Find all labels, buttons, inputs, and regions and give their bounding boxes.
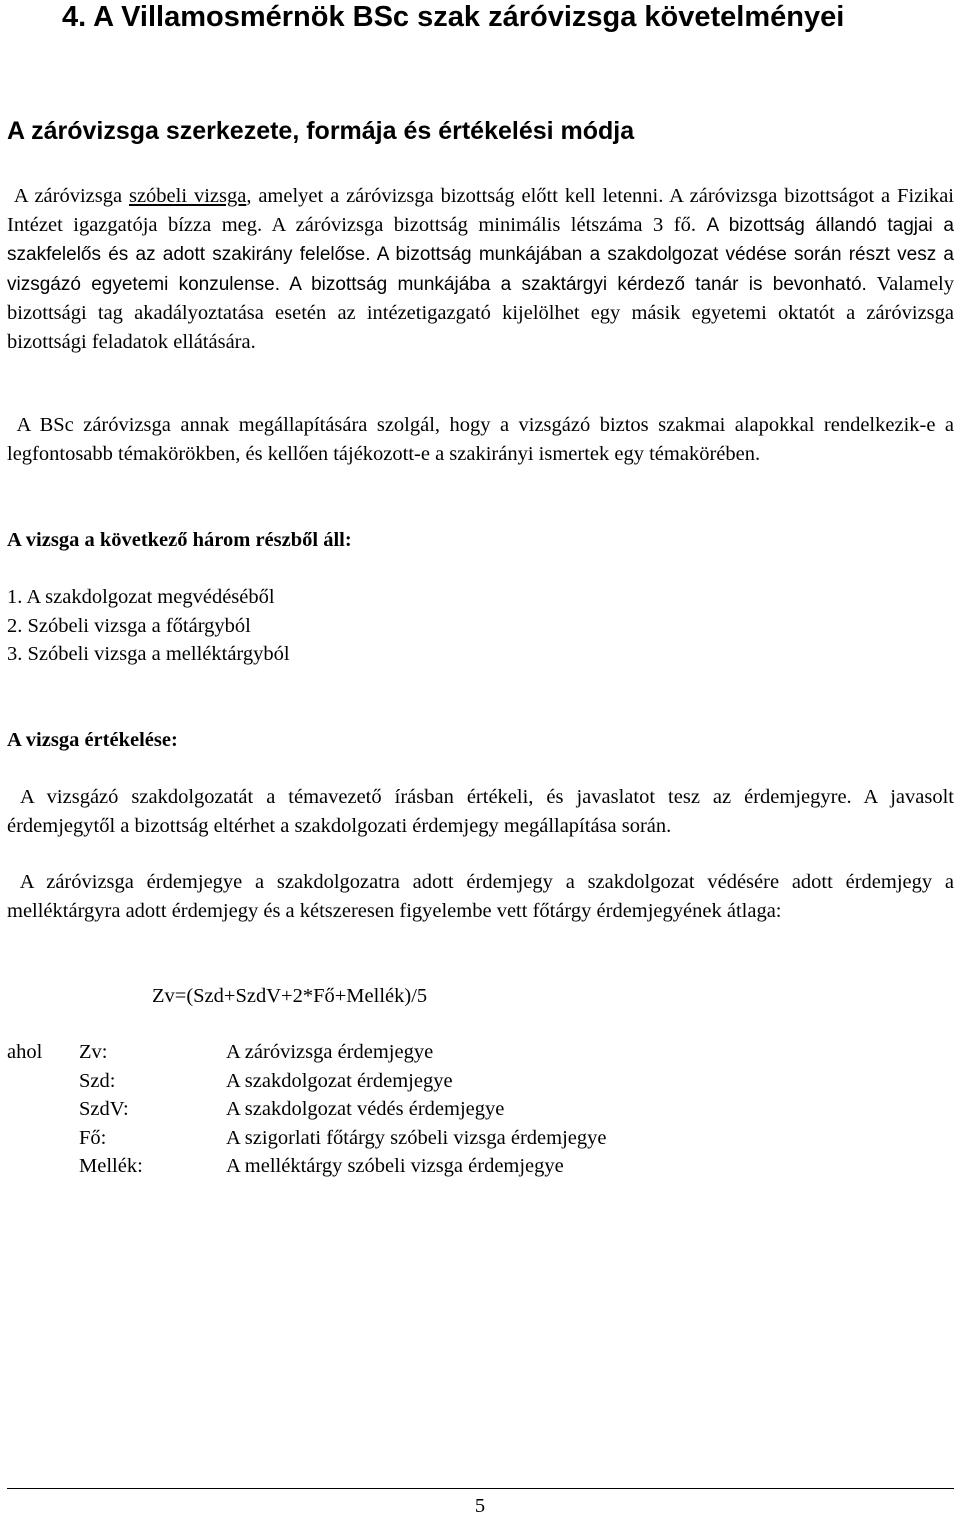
legend-intro: ahol [7,1041,43,1063]
legend-key: SzdV: [79,1098,129,1120]
parts-heading: A vizsga a következő három részből áll: [7,529,352,551]
legend-value: A záróvizsga érdemjegye [226,1041,434,1063]
footer-divider [7,1488,954,1489]
legend-row [79,1152,769,1181]
paragraph-purpose [7,411,954,468]
legend-key: Fő: [79,1126,107,1149]
paragraph-thesis-evaluation-text: A vizsgázó szakdolgozatát a témavezető írásban értékeli, és javaslatot tesz az érdemjegyre. A javasolt érdemjegytől a bizottság eltérhet a szakdolgozati érdemjegy megállapítása során. [7,786,954,837]
paragraph-grade-average-text: A záróvizsga érdemjegye a szakdolgozatra adott érdemjegy a szakdolgozat védésére adott érdemjegy a melléktárgyra adott érdemjegy és a kétszeresen figyelembe vett főtárgy érdemjegyének átlaga: [7,871,954,922]
legend-row [79,1095,769,1124]
paragraph-lead: A záróvizsga [13,185,129,207]
legend-row [79,1067,769,1096]
legend-row [79,1124,769,1153]
legend-key: Zv: [79,1041,108,1063]
paragraph-committee [7,182,954,356]
paragraph-text: , amelyet a záróvizsga bizottság előtt kell letenni. A záróvizsga bizottságot a Fizikai Intézet igazgatója bízza meg. A záróvizsga bizottság minimális létszáma 3 fő. [7,185,954,236]
oral-exam-term: szóbeli vizsga [128,185,247,207]
list-item: 1. A szakdolgozat megvédéséből [7,586,275,608]
legend-value: A szakdolgozat érdemjegye [226,1069,453,1092]
legend-value: A melléktárgy szóbeli vizsga érdemjegye [226,1155,564,1177]
list-item: 2. Szóbeli vizsga a főtárgyból [7,614,251,637]
legend-key: Mellék: [79,1155,143,1177]
legend-key: Szd: [79,1069,116,1092]
paragraph-thesis-evaluation [7,783,954,840]
legend-value: A szigorlati főtárgy szóbeli vizsga érdemjegye [226,1126,607,1149]
paragraph-substitution: Valamely bizottsági tag akadályoztatása esetén az intézetigazgató kijelölhet egy másik egyetemi oktatót a záróvizsga bizottsági feladatok ellátására. [7,272,954,353]
section-title: A záróvizsga szerkezete, formája és értékelési módja [7,117,635,145]
parts-list [7,583,290,669]
page-title: 4. A Villamosmérnök BSc szak záróvizsga követelményei [62,1,845,33]
page-number: 5 [474,1495,486,1517]
evaluation-heading: A vizsga értékelése: [7,729,178,751]
legend-row [79,1038,769,1067]
list-item: 3. Szóbeli vizsga a melléktárgyból [7,643,290,665]
paragraph-purpose-text: A BSc záróvizsga annak megállapítására szolgál, hogy a vizsgázó biztos szakmai alapokkal rendelkezik-e a legfontosabb témakörökben, és kellően tájékozott-e a szakirányi ismertek egy témakörében. [7,414,954,465]
paragraph-grade-average [7,868,954,925]
legend-value: A szakdolgozat védés érdemjegye [226,1098,505,1120]
grade-formula: Zv=(Szd+SzdV+2*Fő+Mellék)/5 [152,985,428,1007]
paragraph-members: A bizottság állandó tagjai a szakfelelős és az adott szakirány felelőse. A bizottság munkájában a szakdolgozat védése során részt vesz a vizsgázó egyetemi konzulense. A bizottság munkájába a szaktárgyi kérdező tanár is bevonható. [7,214,954,295]
